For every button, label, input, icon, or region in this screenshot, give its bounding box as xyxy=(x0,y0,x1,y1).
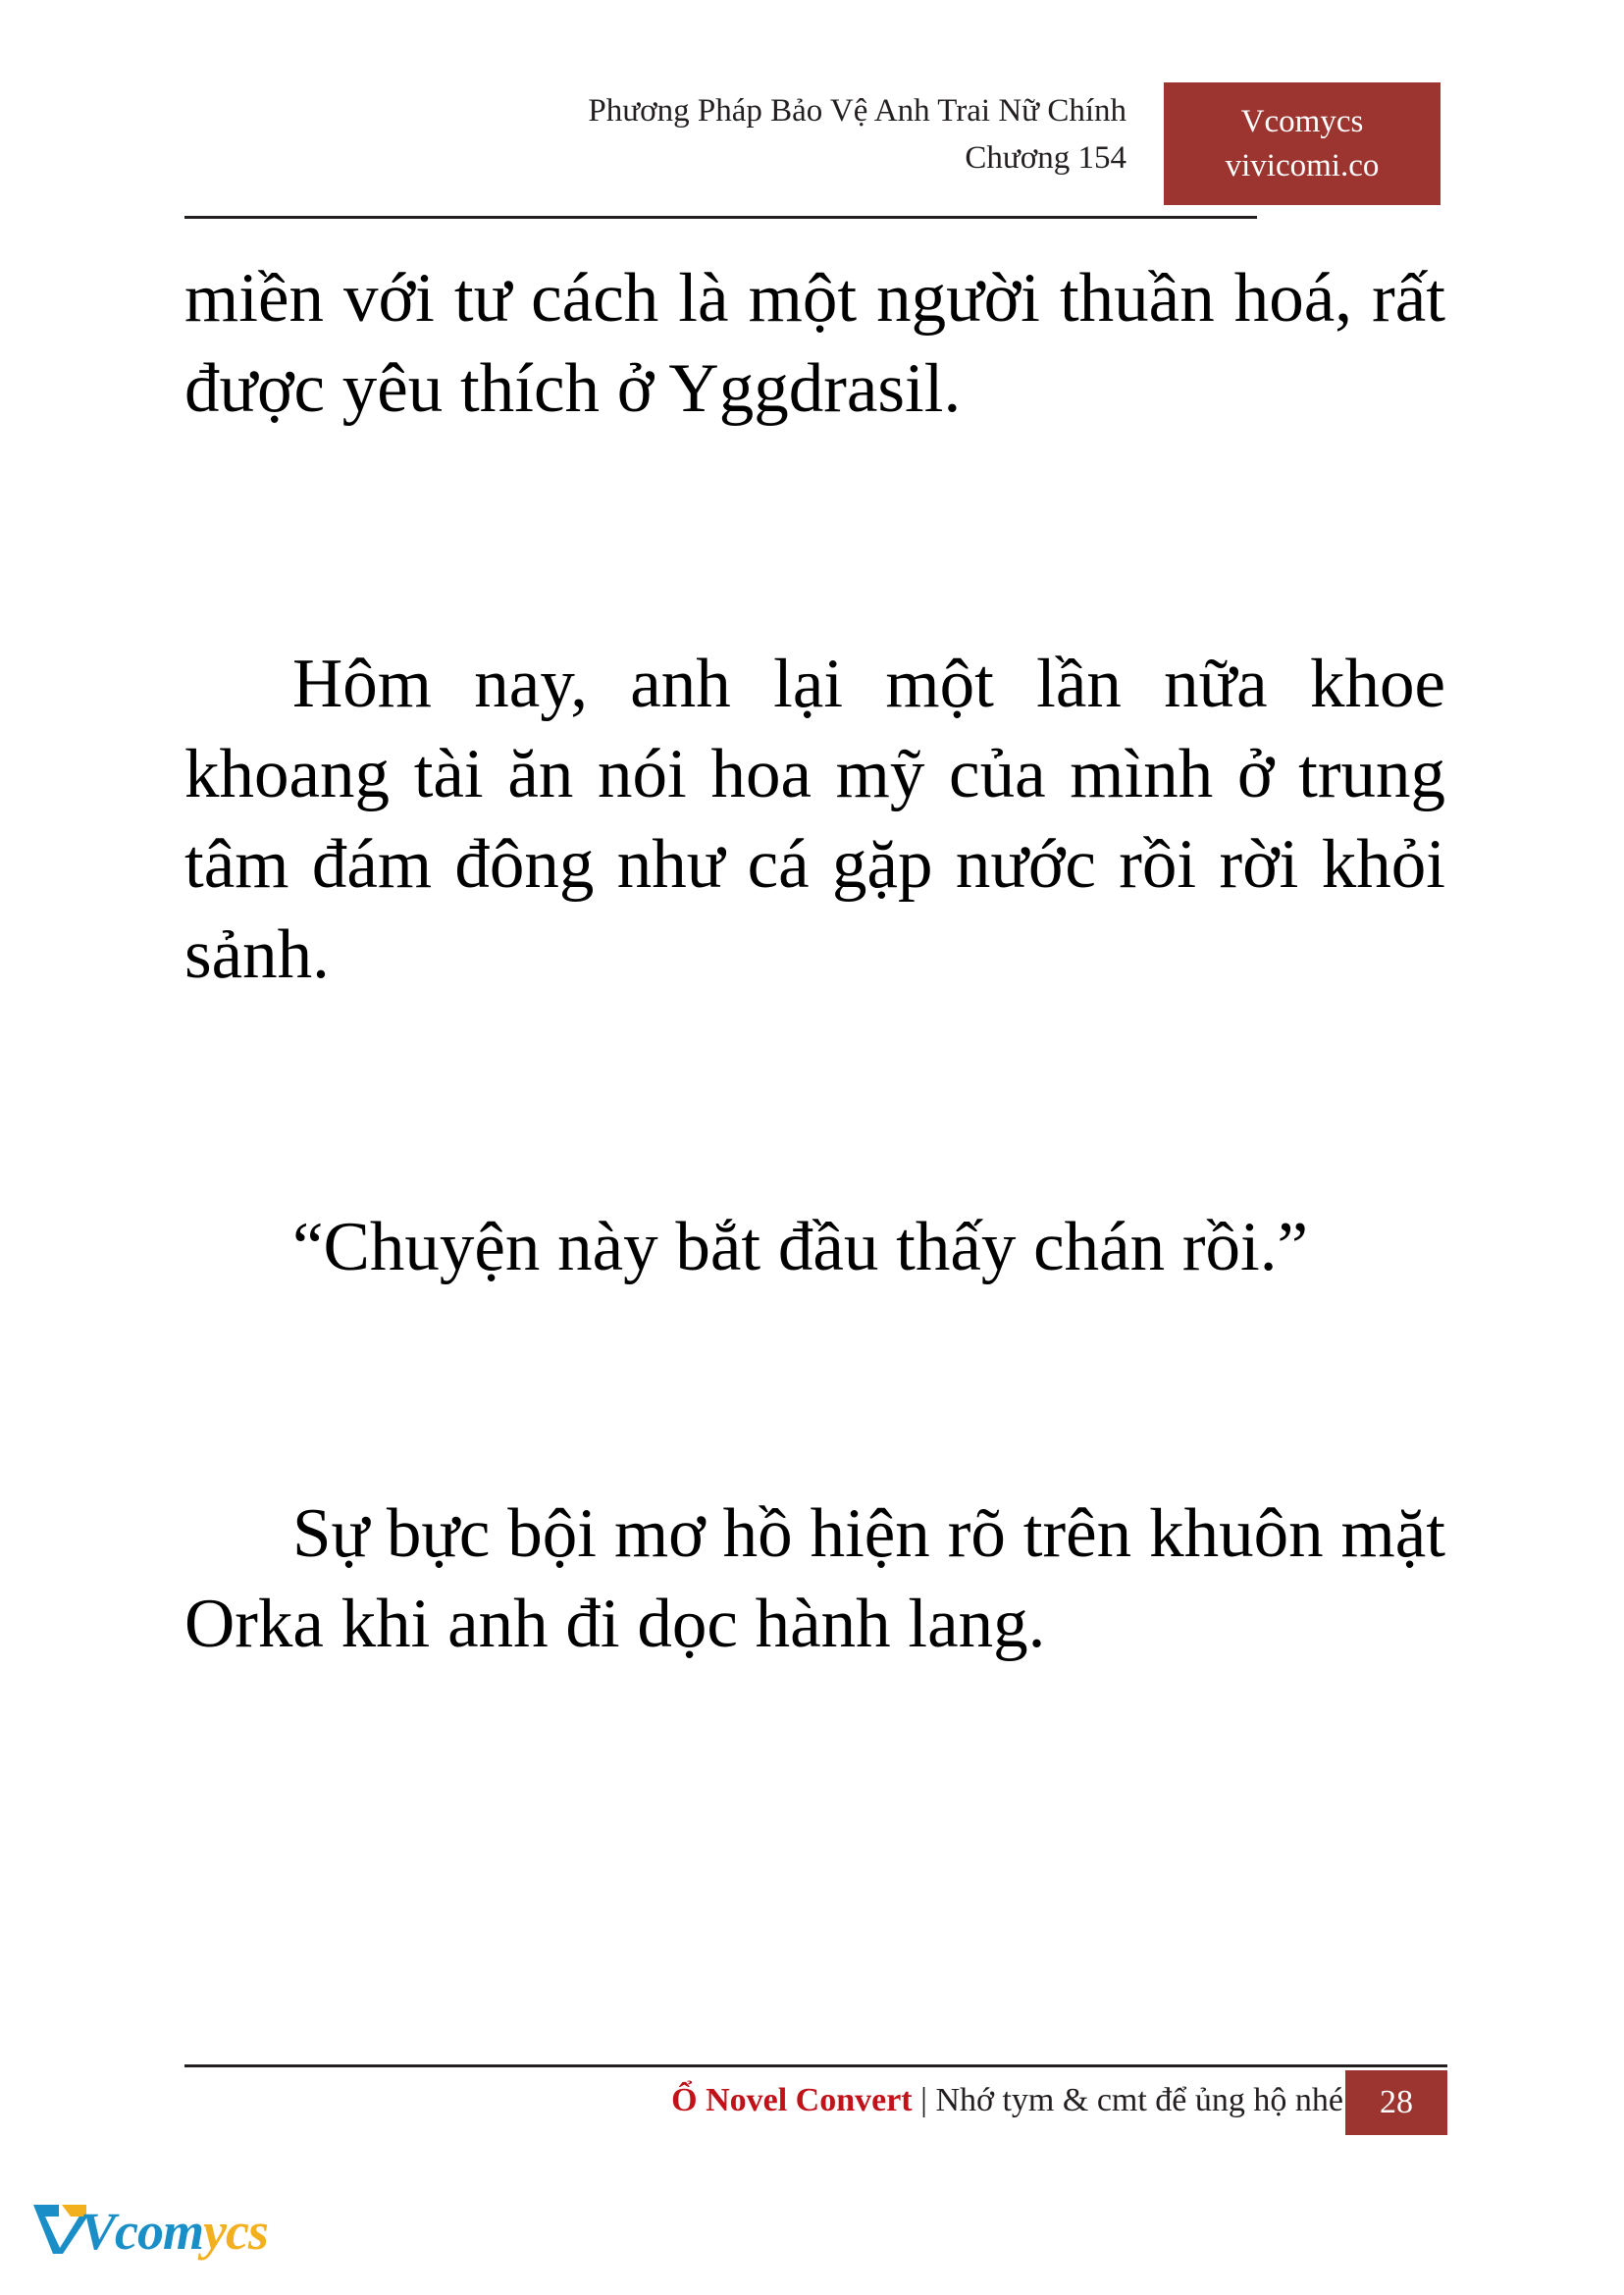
footer-brand: Ổ Novel Convert xyxy=(671,2082,913,2118)
footer-credit xyxy=(671,2082,1343,2119)
paragraph: “Chuyện này bắt đầu thấy chán rồi.” xyxy=(292,1208,1309,1285)
site-brand-badge[interactable] xyxy=(1164,82,1441,205)
watermark-text-accent: ycs xyxy=(203,2202,268,2261)
header-divider xyxy=(184,216,1257,219)
novel-title: Phương Pháp Bảo Vệ Anh Trai Nữ Chính xyxy=(588,93,1126,129)
watermark-text-main: Vcom xyxy=(80,2202,203,2261)
paragraph-spacer xyxy=(184,435,1441,639)
header-title-block xyxy=(243,88,1126,183)
paragraph: miền với tư cách là một người thuần hoá, rất được yêu thích ở Yggdrasil. xyxy=(184,260,1445,428)
footer-divider xyxy=(184,2064,1447,2067)
paragraph-spacer xyxy=(184,1292,1441,1488)
paragraph: Sự bực bội mơ hồ hiện rõ trên khuôn mặt Orka khi anh đi dọc hành lang. xyxy=(184,1495,1445,1663)
page-number: 28 xyxy=(1380,2084,1413,2120)
footer-note: Nhớ tym & cmt để ủng hộ nhé xyxy=(935,2082,1343,2118)
paragraph: Hôm nay, anh lại một lần nữa khoe khoang tài ăn nói hoa mỹ của mình ở trung tâm đám đông như cá gặp nước rồi rời khỏi sảnh. xyxy=(184,645,1445,994)
page-header xyxy=(184,88,1441,216)
brand-domain: vivicomi.co xyxy=(1225,147,1380,183)
chapter-body xyxy=(184,253,1445,1670)
watermark-text xyxy=(80,2201,268,2262)
brand-name: Vcomycs xyxy=(1240,103,1364,139)
chapter-label: Chương 154 xyxy=(965,139,1126,176)
page-number-badge xyxy=(1345,2070,1447,2135)
footer-separator: | xyxy=(920,2082,927,2118)
paragraph-spacer xyxy=(184,1001,1441,1202)
page-footer xyxy=(184,2070,1447,2137)
watermark-logo xyxy=(29,2187,268,2277)
